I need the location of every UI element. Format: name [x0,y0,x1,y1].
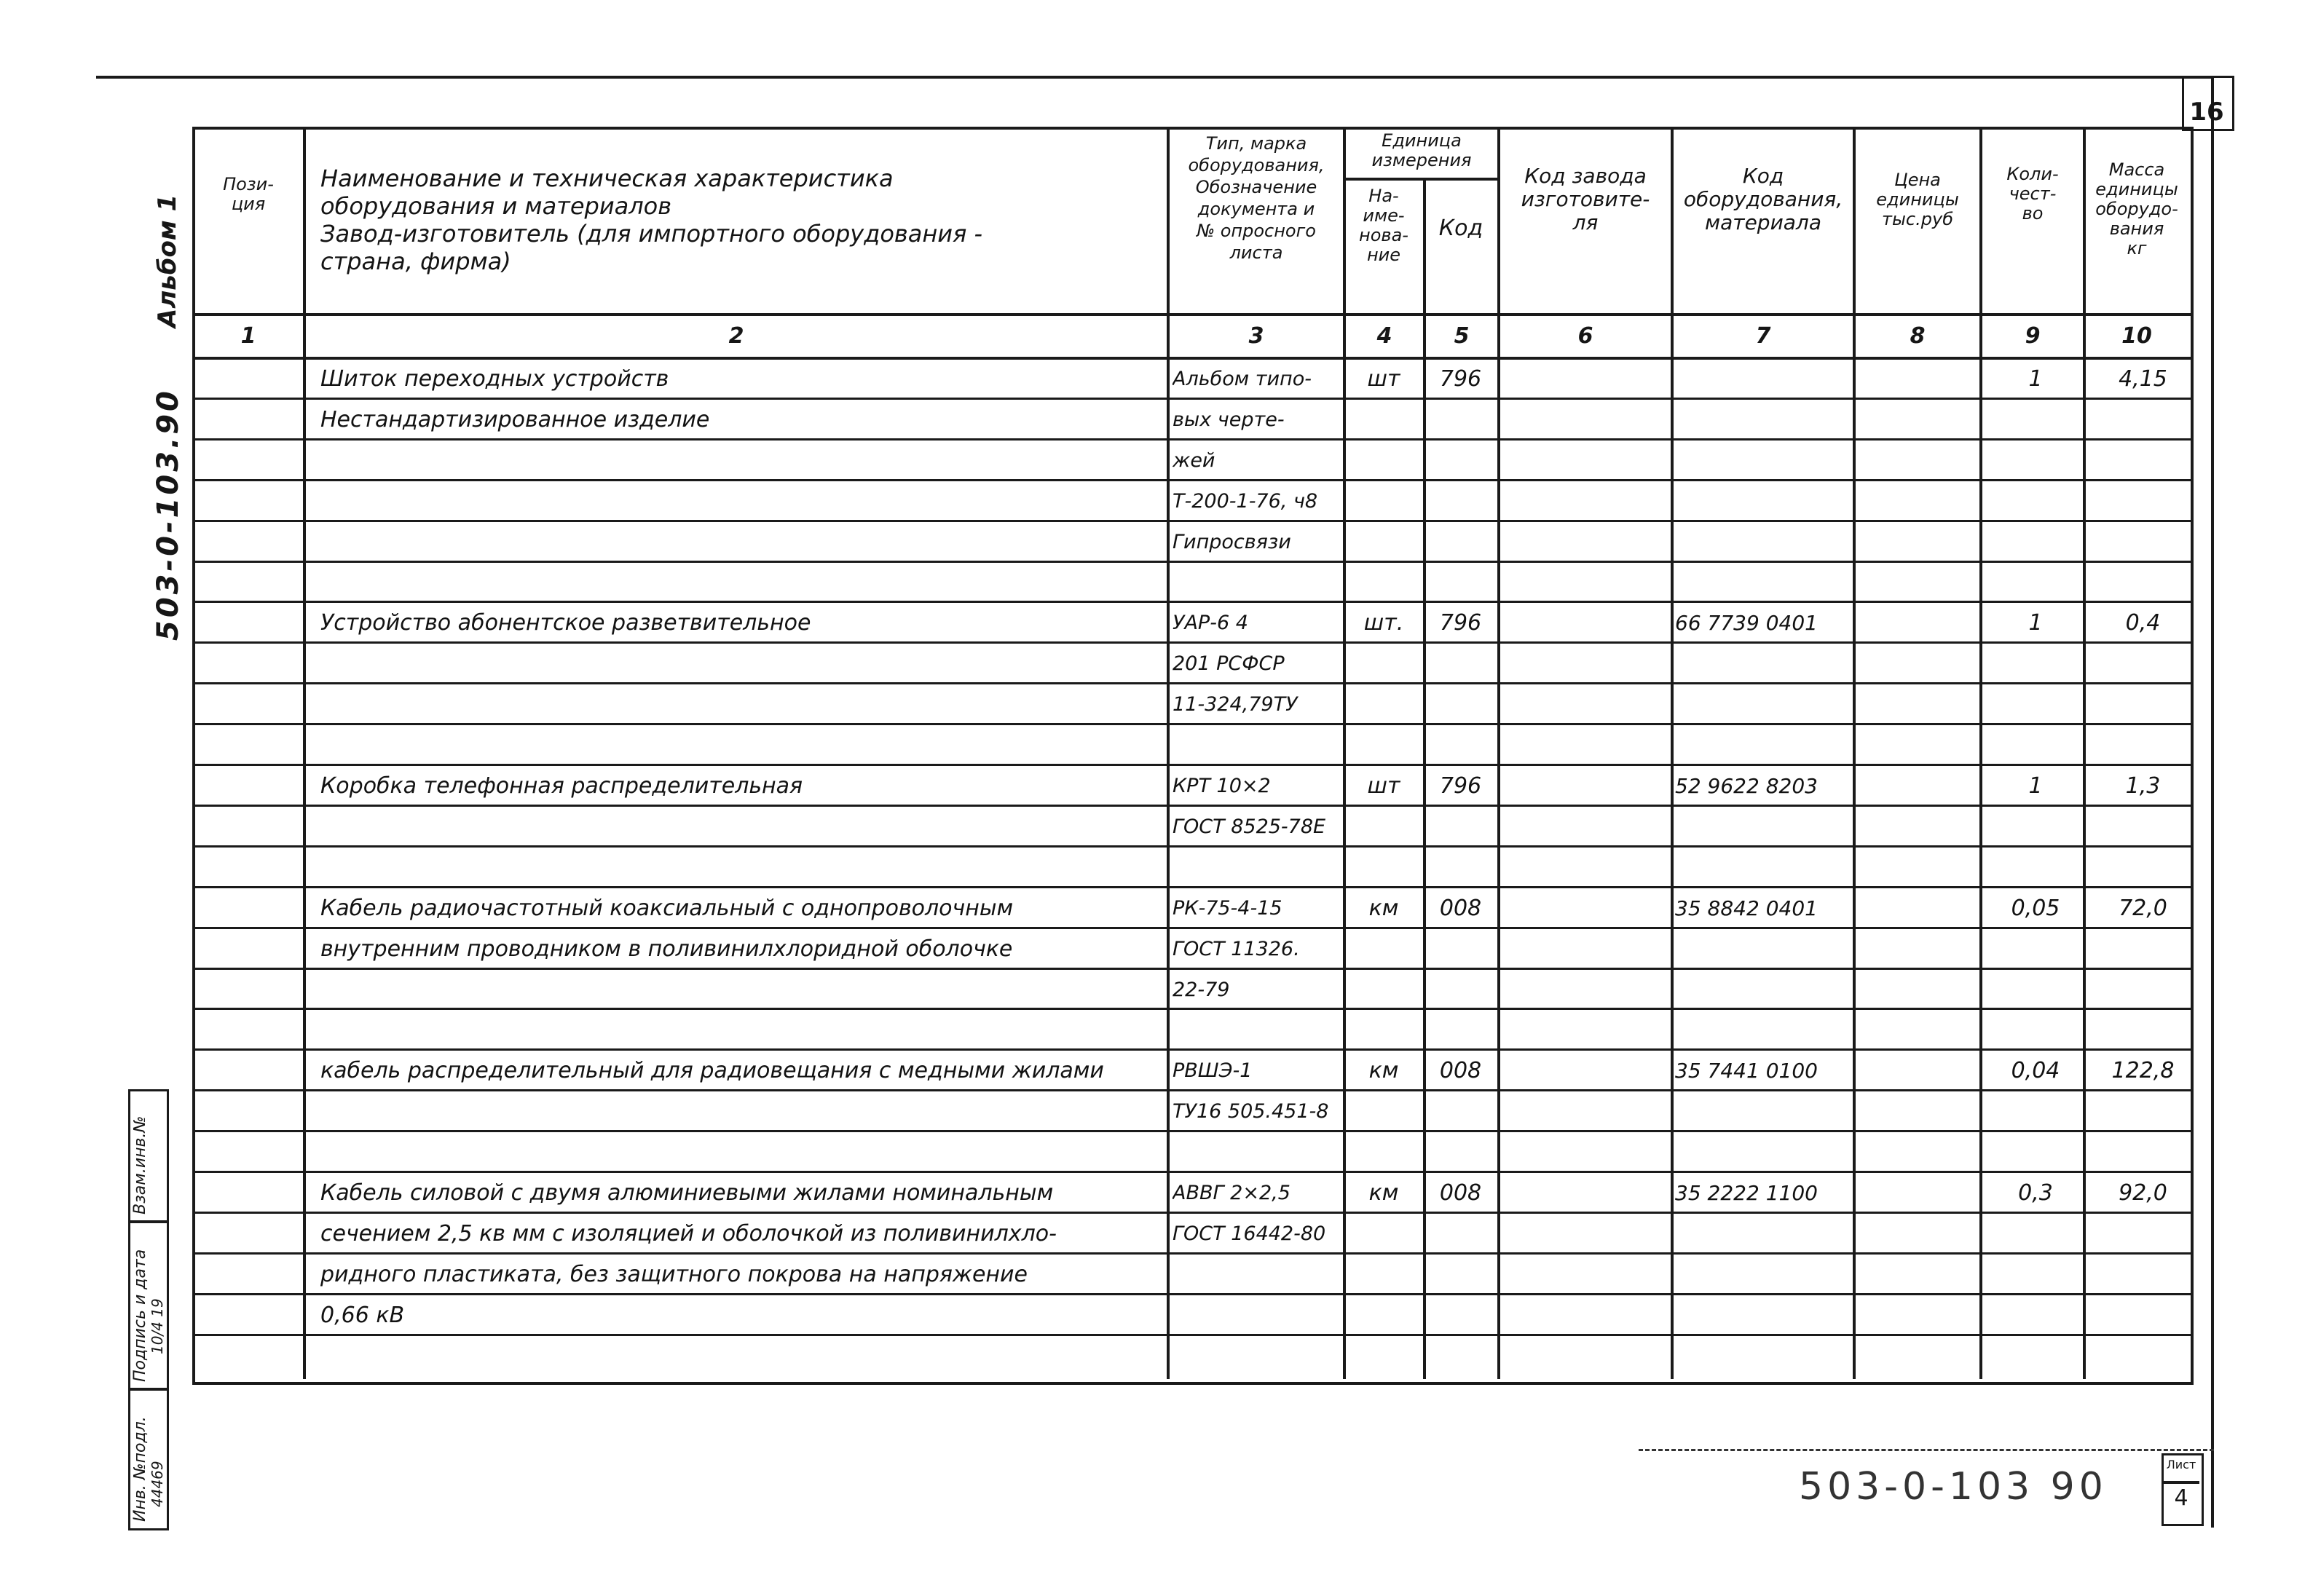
sheet-number: 4 [2174,1485,2188,1511]
item-name: кабель распределительный для радиовещания с медными жилами [320,1058,1104,1083]
item-type [1173,565,1344,601]
item-quantity [1985,727,2086,764]
item-quantity [1985,1216,2086,1252]
item-equipment-code [1675,565,1850,601]
table-row-line [192,1334,2191,1336]
item-unit-code [1426,443,1495,479]
unit-group-line [1346,178,1499,181]
item-unit-code: 008 [1439,896,1482,921]
header-factory-code: Код завода изготовите- ля [1521,165,1650,234]
col-line-8 [1979,127,1982,1379]
colnum-8: 8 [1910,323,1926,349]
item-unit-code: 796 [1439,366,1482,392]
item-name: Нестандартизированное изделие [320,407,710,432]
item-equipment-code: 35 8842 0401 [1675,896,1818,920]
col-line-6 [1671,127,1674,1379]
item-equipment-code [1675,402,1850,438]
title-block-dashline [1639,1449,2214,1453]
item-unit [1346,809,1422,845]
col-line-7 [1853,127,1856,1379]
table-row-line [192,1130,2191,1132]
colnum-1: 1 [240,323,256,349]
item-mass [2086,687,2199,723]
item-type: ГОСТ 11326. [1173,938,1300,960]
header-equipment-code: Код оборудования, материала [1683,165,1843,234]
item-unit-code: 008 [1439,1058,1482,1083]
table-row-line [192,1048,2191,1051]
item-unit-code: 796 [1439,773,1482,799]
item-mass [2086,1216,2199,1252]
item-quantity: 1 [2028,610,2043,636]
item-unit: км [1368,1058,1399,1083]
stamp-replace-inv: Взам.инв.№ [131,1115,149,1214]
item-mass [2086,1094,2199,1130]
item-equipment-code [1675,1216,1850,1252]
item-mass: 72,0 [2119,896,2167,921]
item-type: УАР-6 4 [1173,612,1248,634]
item-unit [1346,402,1422,438]
item-unit [1346,443,1422,479]
colnum-10: 10 [2121,323,2152,349]
item-type: ГОСТ 16442-80 [1173,1222,1326,1245]
item-quantity: 0,04 [2011,1058,2060,1083]
item-type: жей [1173,449,1215,472]
item-mass: 122,8 [2111,1058,2175,1083]
item-unit-code [1426,850,1495,886]
item-mass: 4,15 [2119,366,2167,392]
item-quantity [1985,483,2086,520]
item-type [1173,850,1344,886]
item-type: АВВГ 2×2,5 [1173,1182,1290,1204]
item-equipment-code [1675,361,1850,398]
table-row-line [192,520,2191,522]
item-name: Кабель радиочастотный коаксиальный с однопроволочным [320,896,1014,921]
item-equipment-code [1675,1012,1850,1048]
item-unit [1346,687,1422,723]
item-equipment-code [1675,687,1850,723]
table-row-line [192,968,2191,970]
item-unit-code [1426,1012,1495,1048]
item-name: Коробка телефонная распределительная [320,773,803,799]
colnum-9: 9 [2025,323,2041,349]
item-equipment-code: 52 9622 8203 [1675,774,1818,798]
item-unit-code [1426,931,1495,968]
item-equipment-code [1675,1297,1850,1334]
table-row-line [192,845,2191,848]
stamp-divider-2 [128,1388,168,1391]
item-mass [2086,850,2199,886]
item-mass [2086,483,2199,520]
item-name: Шиток переходных устройств [320,366,669,392]
item-unit [1346,931,1422,968]
table-row-line [192,927,2191,929]
item-mass [2086,402,2199,438]
item-type: КРТ 10×2 [1173,775,1271,797]
header-quantity: Коли- чест- во [2006,165,2059,224]
item-type [1173,1134,1344,1171]
item-unit: шт [1367,773,1400,799]
item-quantity [1985,931,2086,968]
title-block-doc-code: 503-0-103 90 [1799,1465,2108,1509]
item-quantity [1985,809,2086,845]
header-name: Наименование и техническая характеристика оборудования и материалов Завод-изготовитель (для импортного оборудования - страна, фирма) [320,165,983,275]
item-unit-code [1426,646,1495,682]
item-type: Гипросвязи [1173,531,1291,553]
table-row-line [192,805,2191,807]
item-unit-code [1426,809,1495,845]
colnum-7: 7 [1755,323,1771,349]
album-label: Альбом 1 [153,194,182,328]
item-unit [1346,1012,1422,1048]
item-unit: км [1368,896,1399,921]
item-mass [2086,443,2199,479]
item-unit-code [1426,1094,1495,1130]
page-number: 16 [2189,98,2224,127]
item-mass [2086,1134,2199,1171]
header-unit-name: На- име- нова- ние [1359,186,1408,265]
item-equipment-code [1675,727,1850,764]
item-type [1173,1297,1344,1334]
item-mass [2086,646,2199,682]
item-unit [1346,1216,1422,1252]
item-unit [1346,565,1422,601]
item-unit [1346,1257,1422,1293]
sheet-box-divider [2162,1481,2199,1484]
item-type: РК-75-4-15 [1173,897,1282,920]
item-type: 201 РСФСР [1173,652,1285,675]
item-type: ГОСТ 8525-78Е [1173,815,1326,838]
table-row-line [192,886,2191,888]
item-unit [1346,646,1422,682]
colnum-4: 4 [1376,323,1392,349]
item-unit-code [1426,972,1495,1008]
header-unit-code: Код [1438,218,1483,241]
item-mass [2086,565,2199,601]
header-unit-group: Единица измерения [1371,131,1472,170]
item-unit [1346,727,1422,764]
item-type: РВШЭ-1 [1173,1059,1253,1082]
colnum-3: 3 [1248,323,1264,349]
item-mass: 0,4 [2125,610,2161,636]
table-row-line [192,682,2191,684]
item-type: Альбом типо- [1173,368,1312,390]
item-quantity [1985,1012,2086,1048]
colnum-6: 6 [1577,323,1593,349]
col-line-1 [303,127,306,1379]
item-mass [2086,809,2199,845]
item-equipment-code: 35 2222 1100 [1675,1181,1818,1205]
item-quantity [1985,646,2086,682]
item-name: внутренним проводником в поливинилхлоридной оболочке [320,936,1013,962]
item-unit-code [1426,1216,1495,1252]
header-position: Пози- ция [223,175,274,214]
colnum-5: 5 [1454,323,1470,349]
item-quantity [1985,524,2086,561]
number-row-bottom-line [192,357,2191,360]
header-mass: Масса единицы оборудо- вания кг [2095,160,2178,258]
item-equipment-code [1675,1094,1850,1130]
item-equipment-code [1675,809,1850,845]
item-unit [1346,1134,1422,1171]
item-mass [2086,1257,2199,1293]
item-unit-code [1426,565,1495,601]
item-equipment-code: 35 7441 0100 [1675,1059,1818,1083]
item-quantity [1985,687,2086,723]
item-type: 22-79 [1173,979,1230,1001]
item-quantity [1985,443,2086,479]
item-unit: шт [1367,366,1400,392]
item-unit-code [1426,1297,1495,1334]
item-mass: 1,3 [2125,773,2161,799]
item-unit-code [1426,1134,1495,1171]
item-name: Кабель силовой с двумя алюминиевыми жилами номинальным [320,1180,1054,1206]
item-quantity [1985,1297,2086,1334]
table-row-line [192,1212,2191,1214]
table-row-line [192,764,2191,766]
item-mass [2086,1297,2199,1334]
item-mass: 92,0 [2119,1180,2167,1206]
colnum-2: 2 [728,323,744,349]
item-type: вых черте- [1173,408,1285,431]
item-equipment-code [1675,524,1850,561]
item-mass [2086,1012,2199,1048]
stamp-signature-date: Подпись и дата [131,1249,149,1382]
item-unit [1346,850,1422,886]
table-row-line [192,561,2191,563]
item-quantity [1985,850,2086,886]
item-quantity [1985,1257,2086,1293]
item-equipment-code [1675,483,1850,520]
item-mass [2086,524,2199,561]
table-row-line [192,641,2191,644]
item-quantity [1985,972,2086,1008]
item-quantity [1985,1094,2086,1130]
table-row-line [192,1252,2191,1255]
item-type: Т-200-1-76, ч8 [1173,490,1318,513]
item-equipment-code: 66 7739 0401 [1675,611,1818,635]
item-equipment-code [1675,931,1850,968]
item-equipment-code [1675,850,1850,886]
item-unit: шт. [1363,610,1404,636]
stamp-sign-value: 10/4 19 [149,1298,166,1354]
right-frame-line [2211,127,2214,1522]
item-name: Устройство абонентское разветвительное [320,610,811,636]
item-mass [2086,931,2199,968]
table-row-line [192,479,2191,481]
item-name: 0,66 кВ [320,1303,405,1328]
item-type [1173,1012,1344,1048]
item-unit-code [1426,483,1495,520]
item-type [1173,727,1344,764]
item-type [1173,1257,1344,1293]
item-unit-code [1426,1257,1495,1293]
item-type: 11-324,79ТУ [1173,693,1298,716]
item-quantity [1985,565,2086,601]
table-row-line [192,1293,2191,1295]
item-unit-code [1426,402,1495,438]
header-type: Тип, марка оборудования, Обозначение документа и № опросного листа [1188,133,1325,263]
item-unit-code [1426,687,1495,723]
item-quantity [1985,402,2086,438]
table-row-line [192,438,2191,441]
item-equipment-code [1675,443,1850,479]
item-unit-code: 796 [1439,610,1482,636]
item-unit [1346,483,1422,520]
item-mass [2086,727,2199,764]
item-quantity: 0,05 [2011,896,2060,921]
item-name: ридного пластиката, без защитного покрова на напряжение [320,1262,1028,1287]
item-equipment-code [1675,972,1850,1008]
item-equipment-code [1675,1134,1850,1171]
col-line-2 [1167,127,1170,1379]
col-line-5 [1497,127,1500,1379]
item-type: ТУ16 505.451-8 [1173,1100,1329,1123]
table-row-line [192,1171,2191,1173]
item-name: сечением 2,5 кв мм с изоляцией и оболочкой из поливинилхло- [320,1221,1057,1247]
item-quantity: 1 [2028,773,2043,799]
header-price: Цена единицы тыс.руб [1876,170,1959,229]
item-quantity: 1 [2028,366,2043,392]
stamp-inventory: Инв. №подл. [131,1416,149,1522]
item-equipment-code [1675,1257,1850,1293]
item-unit: км [1368,1180,1399,1206]
item-unit [1346,1094,1422,1130]
stamp-inv-value: 44469 [149,1461,166,1507]
item-unit-code [1426,727,1495,764]
item-quantity [1985,1134,2086,1171]
side-doc-code: 503-0-103.90 [151,388,185,641]
item-equipment-code [1675,646,1850,682]
table-row-line [192,1089,2191,1091]
item-unit [1346,972,1422,1008]
sheet-label: Лист [2166,1458,2196,1471]
item-unit-code: 008 [1439,1180,1482,1206]
item-quantity: 0,3 [2018,1180,2053,1206]
table-row-line [192,723,2191,725]
stamp-divider-1 [128,1220,168,1223]
table-row-line [192,398,2191,400]
item-unit-code [1426,524,1495,561]
item-unit [1346,1297,1422,1334]
item-unit [1346,524,1422,561]
item-mass [2086,972,2199,1008]
